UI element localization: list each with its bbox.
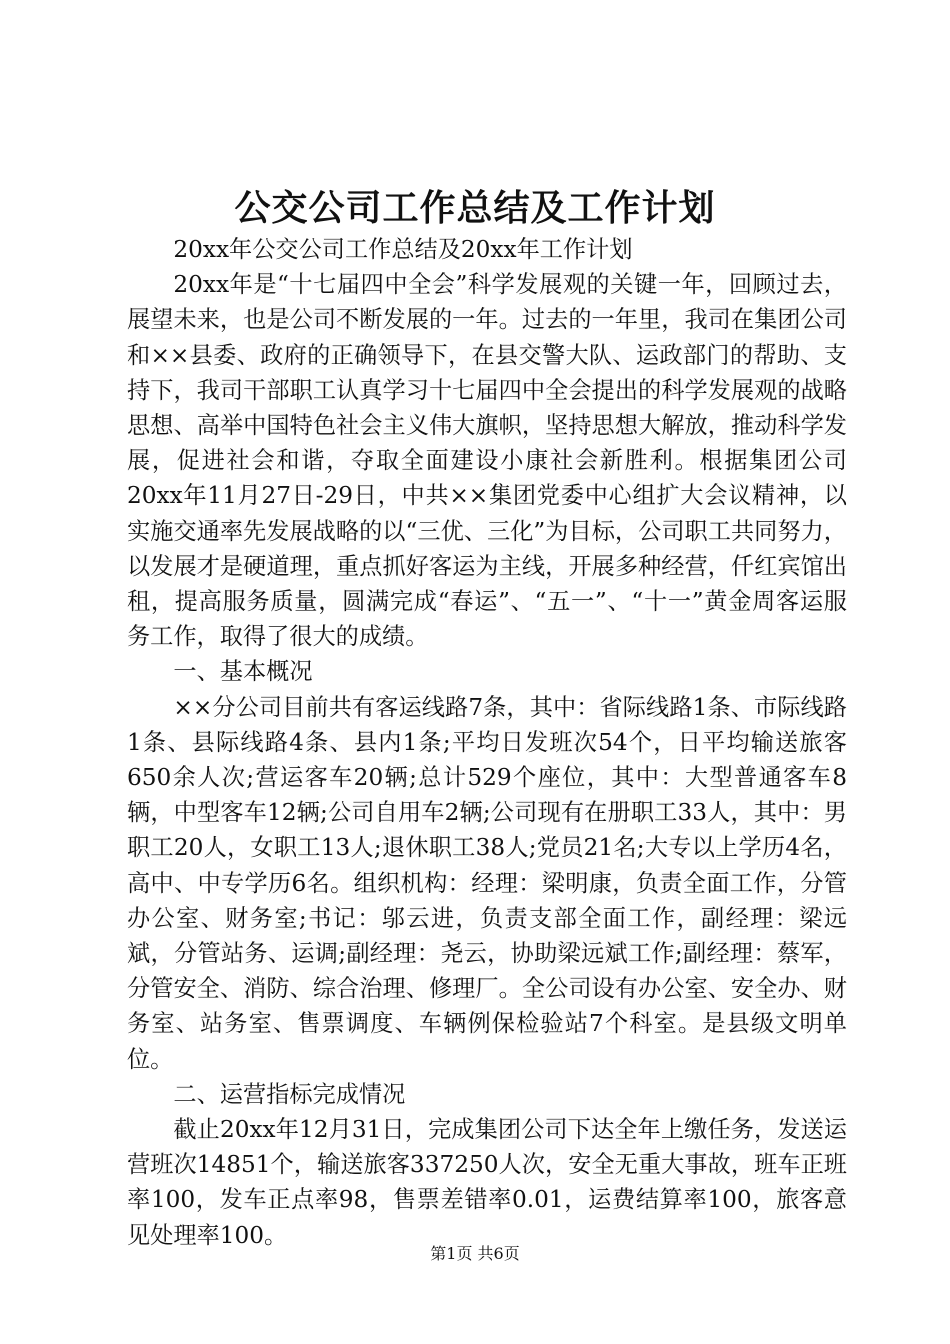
document-body xyxy=(127,232,847,1253)
document-title: 公交公司工作总结及工作计划 xyxy=(234,187,716,229)
page-number-footer: 第1页 共6页 xyxy=(430,1244,520,1263)
paragraph-basic-overview: ××分公司目前共有客运线路7条，其中：省际线路1条、市际线路1条、县际线路4条、县内1条;平均日发班次54个，日平均输送旅客650余人次;营运客车20辆;总计529个座位，其中：大型普通客车8辆，中型客车12辆;公司自用车2辆;公司现有在册职工33人，其中：男职工20人，女职工13人;退休职工38人;党员21名;大专以上学历4名，高中、中专学历6名。组织机构：经理：梁明康，负责全面工作，分管办公室、财务室;书记：邬云进，负责支部全面工作，副经理：梁远斌，分管站务、运调;副经理：尧云，协助梁远斌工作;副经理：蔡军，分管安全、消防、综合治理、修理厂。全公司设有办公室、安全办、财务室、站务室、售票调度、车辆例保检验站7个科室。是县级文明单位。 xyxy=(127,693,847,1073)
section-heading-basic-overview: 一、基本概况 xyxy=(173,658,313,686)
paragraph-operating-indicators: 截止20xx年12月31日，完成集团公司下达全年上缴任务，发送运营班次14851个，输送旅客337250人次，安全无重大事故，班车正班率100，发车正点率98，售票差错率0.01，运费结算率100，旅客意见处理率100。 xyxy=(127,1116,847,1249)
paragraph-subtitle: 20xx年公交公司工作总结及20xx年工作计划 xyxy=(173,236,633,263)
paragraph-intro: 20xx年是“十七届四中全会”科学发展观的关键一年，回顾过去，展望未来，也是公司不断发展的一年。过去的一年里，我司在集团公司和××县委、政府的正确领导下，在县交警大队、运政部门的帮助、支持下，我司干部职工认真学习十七届四中全会提出的科学发展观的战略思想、高举中国特色社会主义伟大旗帜，坚持思想大解放，推动科学发展，促进社会和谐，夺取全面建设小康社会新胜利。根据集团公司20xx年11月27日-29日，中共××集团党委中心组扩大会议精神，以实施交通率先发展战略的以“三优、三化”为目标，公司职工共同努力，以发展才是硬道理，重点抓好客运为主线，开展多种经营，仟红宾馆出租，提高服务质量，圆满完成“春运”、“五一”、“十一”黄金周客运服务工作，取得了很大的成绩。 xyxy=(127,271,847,651)
section-heading-operating-indicators: 二、运营指标完成情况 xyxy=(173,1080,406,1108)
